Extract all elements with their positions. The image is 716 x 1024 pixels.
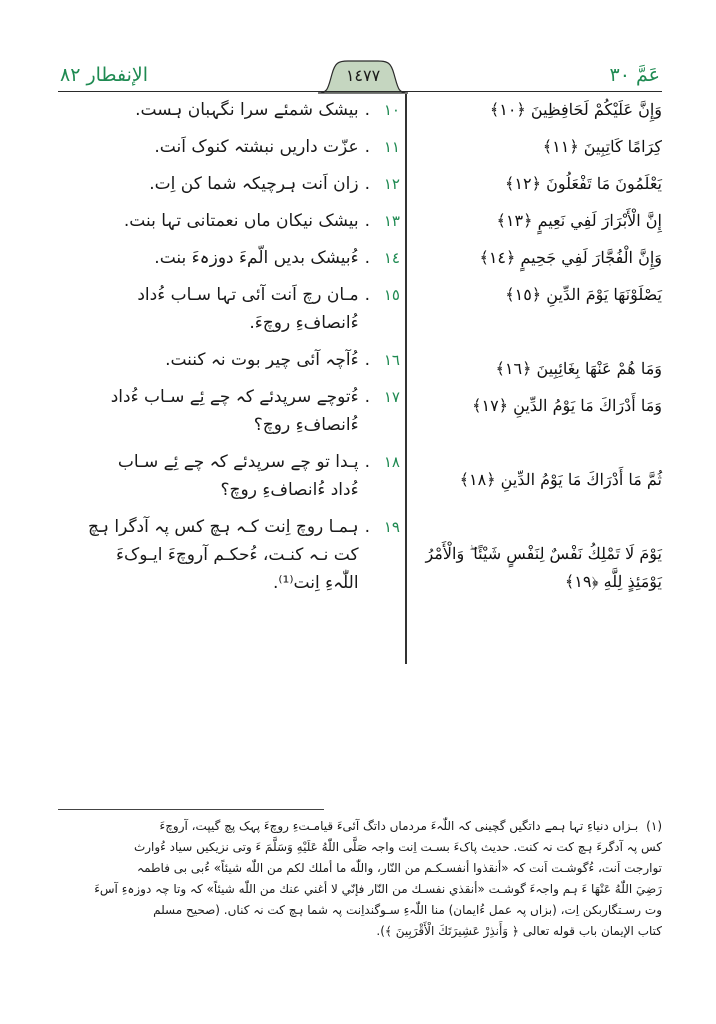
verse-dot: .	[364, 350, 370, 370]
arabic-verse: يَصْلَوْنَهَا يَوْمَ الدِّينِ ﴿١٥﴾	[505, 285, 662, 304]
translation-verse	[88, 448, 400, 504]
arabic-verse: ثُمَّ مَا أَدْرَاكَ مَا يَوْمُ الدِّينِ ﴿١٨﴾	[459, 470, 662, 489]
verse-text: زان اَنت ہرچیکہ شما کن اِت.	[149, 174, 359, 194]
verse-dot: .	[364, 248, 370, 268]
verse-text: عزّت داریں نبشتہ کنوک اَنت.	[154, 137, 359, 157]
verse-text: مـان رچ اَنت آئی تہا سـاب ءُداد ءُانصافءِ روچءَ.	[137, 285, 359, 333]
translation-verse	[88, 244, 400, 272]
translation-verse	[88, 96, 400, 124]
verse-dot: .	[364, 137, 370, 157]
verse-dot: .	[364, 285, 370, 305]
verse-number: ١٠	[383, 101, 400, 119]
verse-text: بیشک شمئے سرا نگہبان ہست.	[135, 100, 359, 120]
footnote-line: كتاب الإيمان باب قوله تعالى ﴿ وَأَنذِرْ عَشِيرَتَكَ الْأَقْرَبِينَ ﴾).	[376, 924, 662, 938]
footnote-line	[58, 816, 662, 837]
footnote-line: وت رسـتگاربکن اِت، (بزاں پہ عمل ءُایمان) منا اللّٰہءِ سـوگنداِنت پہ شما ہچ کت نہ کناں. (صحیح مسلم	[153, 903, 662, 917]
page-number: ١٤٧٧	[345, 66, 381, 85]
verse-number: ١٥	[383, 286, 400, 304]
juz-title: عَمَّ ٣٠	[609, 64, 660, 86]
column-divider	[405, 94, 407, 664]
verse-dot: .	[364, 174, 370, 194]
arabic-column	[412, 96, 662, 605]
verse-text: ءُتوچے سرپدئے کہ چے ئِے سـاب ءُداد ءُانصافءِ روچ؟	[110, 387, 359, 435]
verse-dot: .	[364, 452, 370, 472]
surah-title: الإنفطار ٨٢	[60, 64, 149, 86]
translation-verse	[88, 281, 400, 337]
footnote-marker: (١)	[646, 819, 662, 833]
verse-text: ءُبیشک بدیں الّمءَ دوزہءَ بنت.	[154, 248, 359, 268]
arabic-verse: يَعْلَمُونَ مَا تَفْعَلُونَ ﴿١٢﴾	[505, 174, 662, 193]
translation-column	[88, 96, 400, 606]
page-header	[58, 56, 662, 92]
arabic-verse: يَوْمَ لَا تَمْلِكُ نَفْسٌ لِنَفْسٍ شَيْئًا ۖ وَالْأَمْرُ يَوْمَئِذٍ لِلَّهِ ﴿١٩﴾	[425, 544, 662, 591]
verse-number: ١٧	[383, 388, 400, 406]
footnote-line: کس پہ آدگرءَ ہچ کت نہ کنت. حدیث پاکءَ بسـت اِنت واجہ صَلَّى اللّٰهُ عَلَيْهِ وَسَلَّمَ ءَ وتی نزیکیں سیاد ءُوارث	[133, 840, 662, 854]
footnote-line: توارجت اَنت، ءُگوشـت اَنت کہ «أنقذوا أنفسـكـم من النّار، واللّٰه ما أملك لكم من اللّٰه شيئاً» ءُبی بی فاطمہ	[137, 861, 662, 875]
translation-verse	[88, 346, 400, 374]
footnote-rule	[58, 809, 324, 810]
verse-text: پـدا تو چے سرپدئے کہ چے ئِے سـاب ءُداد ءُانصافءِ روچ؟	[117, 452, 359, 500]
translation-verse	[88, 170, 400, 198]
verse-dot: .	[364, 387, 370, 407]
verse-text: بیشک نیکان ماں نعمتانی تہا بنت.	[123, 211, 359, 231]
verse-number: ١٩	[383, 518, 400, 536]
verse-number: ١٤	[383, 249, 400, 267]
arabic-verse: إِنَّ الْأَبْرَارَ لَفِي نَعِيمٍ ﴿١٣﴾	[496, 211, 662, 230]
translation-verse	[88, 513, 400, 597]
verse-dot: .	[364, 211, 370, 231]
arabic-verse: وَإِنَّ الْفُجَّارَ لَفِي جَحِيمٍ ﴿١٤﴾	[479, 248, 662, 267]
header-rule	[58, 91, 662, 93]
arabic-verse: وَمَا هُمْ عَنْهَا بِغَائِبِينَ ﴿١٦﴾	[495, 359, 662, 378]
footnote-text: بـزاں دنیاءِ تہا ہمے داتگیں گچینی کہ اللّٰہءَ مردماں داتگ آئیءَ قیامـتءِ روچءَ پہک پچ گیپت، آروچءَ	[159, 819, 639, 833]
verse-number: ١٣	[383, 212, 400, 230]
footnote-line: رَضِيَ اللّٰهُ عَنْهَا ءَ ہم واجہءَ گوشـت «أنقذي نفسـك من النّار فإنّي لا أغني عنك من اللّٰه شيئاً» کہ وتا چہ دوزہءِ آسءَ	[94, 882, 662, 896]
arabic-verse: كِرَامًا كَاتِبِينَ ﴿١١﴾	[542, 137, 662, 156]
verse-number: ١٨	[383, 453, 400, 471]
footnote	[58, 816, 662, 942]
translation-verse	[88, 383, 400, 439]
verse-text: ءُآچہ آئی چیر بوت نہ کننت.	[165, 350, 359, 370]
translation-verse	[88, 133, 400, 161]
arabic-verse: وَمَا أَدْرَاكَ مَا يَوْمُ الدِّينِ ﴿١٧﴾	[472, 396, 662, 415]
verse-dot: .	[364, 517, 370, 537]
verse-number: ١١	[383, 138, 400, 156]
arabic-verse: وَإِنَّ عَلَيْكُمْ لَحَافِظِينَ ﴿١٠﴾	[489, 100, 662, 119]
verse-text: ہمـا روچ اِنت کـہ ہچ کس پہ آدگرا ہچ کت نـہ کنـت، ءُحکـم آروچءَ ایـوکءَ اللّٰہءِ اِنت⁽¹⁾.	[88, 517, 359, 593]
verse-dot: .	[364, 100, 370, 120]
translation-verse	[88, 207, 400, 235]
verse-number: ١٦	[383, 351, 400, 369]
page-number-tab	[318, 58, 408, 93]
verse-number: ١٢	[383, 175, 400, 193]
